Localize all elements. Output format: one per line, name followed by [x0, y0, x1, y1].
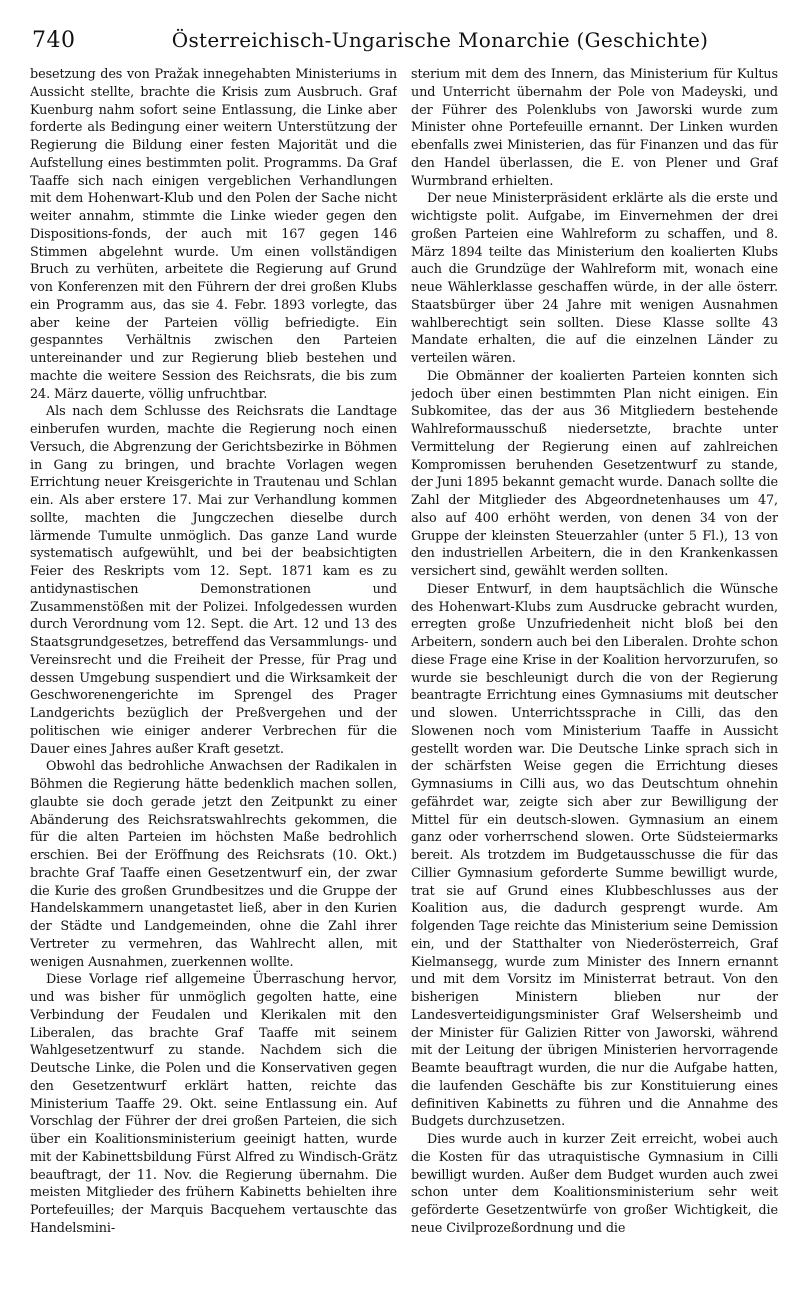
page-header [32, 28, 778, 62]
paragraph: Obwohl das bedrohliche Anwachsen der Radikalen in Böhmen die Regierung hätte bedenklich machen sollen, glaubte sie doch gerade jetzt den Zeitpunkt zu einer Abänderung des Reichsratswahlrechts gekommen, die für die alten Parteien im höchsten Maße bedrohlich erschien. Bei der Eröffnung des Reichsrats (10. Okt.) brachte Graf Taaffe einen Gesetzentwurf ein, der zwar die Kurie des großen Grundbesitzes und die Gruppe der Handelskammern unangetastet ließ, aber in den Kurien der Städte und Landgemeinden, ohne die Zahl ihrer Vertreter zu vermehren, das Wahlrecht allen, mit wenigen Ausnahmen, zuerkennen wollte. [30, 759, 397, 970]
left-column [30, 66, 397, 1291]
paragraph: Diese Vorlage rief allgemeine Überraschung hervor, und was bisher für unmöglich gegolten hatte, eine Verbindung der Feudalen und Klerikalen mit den Liberalen, das brachte Graf Taaffe mit seinem Wahlgesetzentwurf zu stande. Nachdem sich die Deutsche Linke, die Polen und die Konservativen gegen den Gesetzentwurf erklärt hatten, reichte das Ministerium Taaffe 29. Okt. seine Entlassung ein. Auf Vorschlag der Führer der drei großen Parteien, die sich über ein Koalitionsministerium geeinigt hatten, wurde mit der Kabinettsbildung Fürst Alfred zu Windisch-Grätz beauftragt, der 11. Nov. die Regierung übernahm. Die meisten Mitglieder des frühern Kabinetts behielten ihre Portefeuilles; der Marquis Bacquehem vertauschte das Handelsmini- [30, 972, 397, 1236]
page-number: 740 [32, 28, 76, 53]
running-title: Österreichisch-Ungarische Monarchie (Geschichte) [171, 28, 709, 52]
paragraph: sterium mit dem des Innern, das Ministerium für Kultus und Unterricht übernahm der Pole von Madeyski, und der Führer des Polenklubs von Jaworski wurde zum Minister ohne Portefeuille ernannt. Der Linken wurden ebenfalls zwei Ministerien, das für Finanzen und das für den Handel überlassen, die E. von Plener und Graf Wurmbrand erhielten. [411, 67, 778, 189]
right-column [411, 66, 778, 1291]
paragraph: Dieser Entwurf, in dem hauptsächlich die Wünsche des Hohenwart-Klubs zum Ausdrucke gebracht wurden, erregten große Unzufriedenheit nicht bloß bei den Arbeitern, sondern auch bei den Liberalen. Drohte schon diese Frage eine Krise in der Koalition hervorzurufen, so wurde sie beschleunigt durch die von der Regierung beantragte Errichtung eines Gymnasiums mit deutscher und slowen. Unterrichtssprache in Cilli, das den Slowenen noch vom Ministerium Taaffe in Aussicht gestellt worden war. Die Deutsche Linke sprach sich in der schärfsten Weise gegen die Errichtung dieses Gymnasiums in Cilli aus, wo das Deutschtum ohnehin gefährdet war, zeigte sich aber zur Bewilligung der Mittel für ein deutsch-slowen. Gymnasium an einem ganz oder vorherrschend slowen. Orte Südsteiermarks bereit. Als trotzdem im Budgetausschusse die für das Cillier Gymnasium geforderte Summe bewilligt wurde, trat sie auf Grund eines Klubbeschlusses aus der Koalition aus, die dadurch gesprengt wurde. Am folgenden Tage reichte das Ministerium seine Demission ein, und der Statthalter von Niederösterreich, Graf Kielmansegg, wurde zum Minister des Innern ernannt und mit dem Vorsitz im Ministerrat betraut. Von den bisherigen Ministern blieben nur der Landesverteidigungsminister Graf Welsersheimb und der Minister für Galizien Ritter von Jaworski, während mit der Leitung der übrigen Ministerien hervorragende Beamte beauftragt wurden, die nur die Aufgabe hatten, die laufenden Geschäfte bis zur Konstituierung eines definitiven Kabinetts zu führen und die Annahme des Budgets durchzusetzen. [411, 581, 778, 1130]
text-columns [30, 66, 778, 1291]
paragraph: Dies wurde auch in kurzer Zeit erreicht, wobei auch die Kosten für das utraquistische Gymnasium in Cilli bewilligt wurden. Außer dem Budget wurden auch zwei schon unter dem Koalitionsministerium sehr weit geförderte Gesetzentwürfe von großer Wichtigkeit, die neue Civilprozeßordnung und die [411, 1132, 778, 1236]
paragraph: Der neue Ministerpräsident erklärte als die erste und wichtigste polit. Aufgabe, im Einvernehmen der drei großen Parteien eine Wahlreform zu schaffen, und 8. März 1894 teilte das Ministerium den koalierten Klubs auch die Grundzüge der Wahlreform mit, wonach eine neue Wählerklasse geschaffen würde, in der alle österr. Staatsbürger über 24 Jahre mit wenigen Ausnahmen wahlberechtigt sein sollten. Diese Klasse sollte 43 Mandate erhalten, die auf die einzelnen Länder zu verteilen wären. [411, 191, 778, 366]
paragraph: Die Obmänner der koalierten Parteien konnten sich jedoch über einen bestimmten Plan nicht einigen. Ein Subkomitee, das der aus 36 Mitgliedern bestehende Wahlreformausschuß niedersetzte, brachte unter Vermittelung der Regierung einen auf zahlreichen Kompromissen beruhenden Gesetzentwurf zu stande, der Juni 1895 bekannt gemacht wurde. Danach sollte die Zahl der Mitglieder des Abgeordnetenhauses um 47, also auf 400 erhöht werden, von denen 34 von der Gruppe der kleinsten Steuerzahler (unter 5 Fl.), 13 von den industriellen Arbeitern, die in den Krankenkassen versichert sind, gewählt werden sollten. [411, 368, 778, 579]
paragraph: Als nach dem Schlusse des Reichsrats die Landtage einberufen wurden, machte die Regierung noch einen Versuch, die Abgrenzung der Gerichtsbezirke in Böhmen in Gang zu bringen, und brachte Vorlagen wegen Errichtung neuer Kreisgerichte in Trautenau und Schlan ein. Als aber erstere 17. Mai zur Verhandlung kommen sollte, machten die Jungczechen dieselbe durch lärmende Tumulte unmöglich. Das ganze Land wurde systematisch aufgewühlt, und bei der beabsichtigten Feier des Reskripts vom 12. Sept. 1871 kam es zu antidynastischen Demonstrationen und Zusammenstößen mit der Polizei. Infolgedessen wurden durch Verordnung vom 12. Sept. die Art. 12 und 13 des Staatsgrundgesetzes, betreffend das Versammlungs- und Vereinsrecht und die Freiheit der Presse, für Prag und dessen Umgebung suspendiert und die Wirksamkeit der Geschworenengerichte im Sprengel des Prager Landgerichts bezüglich der Preßvergehen und der politischen wie einiger anderer Verbrechen für die Dauer eines Jahres außer Kraft gesetzt. [30, 404, 397, 757]
paragraph: besetzung des von Pražak innegehabten Ministeriums in Aussicht stellte, brachte die Krisis zum Ausbruch. Graf Kuenburg nahm sofort seine Entlassung, die Linke aber forderte als Bedingung einer weitern Unterstützung der Regierung die Bildung einer festen Majorität und die Aufstellung eines bestimmten polit. Programms. Da Graf Taaffe sich nach einigen vergeblichen Verhandlungen mit dem Hohenwart-Klub und den Polen der Sache nicht weiter annahm, stimmte die Linke wieder gegen den Dispositions-fonds, der auch mit 167 gegen 146 Stimmen abgelehnt wurde. Um einen vollständigen Bruch zu verhüten, arbeitete die Regierung auf Grund von Konferenzen mit den Führern der drei großen Klubs ein Programm aus, das sie 4. Febr. 1893 vorlegte, das aber keine der Parteien völlig befriedigte. Ein gespanntes Verhältnis zwischen den Parteien untereinander und zur Regierung blieb bestehen und machte die weitere Session des Reichsrats, die bis zum 24. März dauerte, völlig unfruchtbar. [30, 67, 397, 402]
